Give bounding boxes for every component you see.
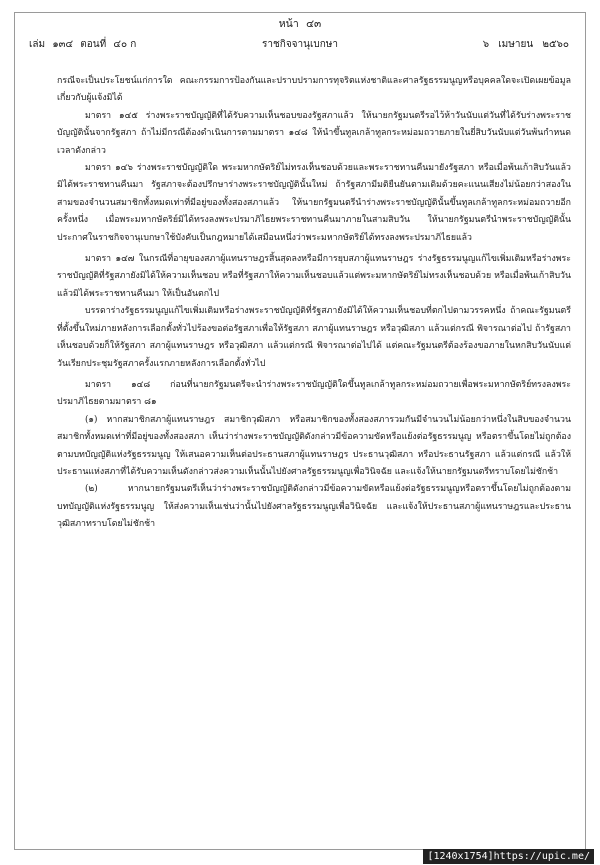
- body-paragraph: (๒) หากนายกรัฐมนตรีเห็นว่าร่างพระราชบัญญัติดังกล่าวมีข้อความขัดหรือแย้งต่อรัฐธรรมนูญหรือตราขึ้นโดยไม่ถูกต้องตามบทบัญญัติแห่งรัฐธรรมนูญ ให้ส่งความเห็นเช่นว่านั้นไปยังศาลรัฐธรรมนูญเพื่อวินิจฉัย และแจ้งให้ประธานสภาผู้แทนราษฎรและประธานวุฒิสภาทราบโดยไม่ชักช้า: [57, 484, 571, 530]
- page-label: หน้า: [278, 18, 299, 30]
- date-year: ๒๕๖๐: [542, 39, 569, 50]
- body-paragraph: มาตรา ๑๔๖ ร่างพระราชบัญญัติใด พระมหากษัตริย์ไม่ทรงเห็นชอบด้วยและพระราชทานคืนมายังรัฐสภา หรือเมื่อพ้นเก้าสิบวันแล้วมิได้พระราชทานคืนมา รัฐสภาจะต้องปรึกษาร่างพระราชบัญญัตินั้นใหม่ ถ้ารัฐสภามีมติยืนยันตามเดิมด้วยคะแนนเสียงไม่น้อยกว่าสองในสามของจำนวนสมาชิกทั้งหมดเท่าที่มีอยู่ของทั้งสองสภาแล้ว ให้นายกรัฐมนตรีนำร่างพระราชบัญญัตินั้นขึ้นทูลเกล้าทูลกระหม่อมถวายอีกครั้งหนึ่ง เมื่อพระมหากษัตริย์มิได้ทรงลงพระปรมาภิไธยพระราชทานคืนมาภายในสามสิบวัน ให้นายกรัฐมนตรีนำพระราชบัญญัตินั้นประกาศในราชกิจจานุเบกษาใช้บังคับเป็นกฎหมายได้เสมือนหนึ่งว่าพระมหากษัตริย์ได้ทรงลงพระปรมาภิไธยแล้ว: [57, 163, 571, 243]
- body-paragraph: บรรดาร่างรัฐธรรมนูญแก้ไขเพิ่มเติมหรือร่างพระราชบัญญัติที่รัฐสภายังมิได้ให้ความเห็นชอบที่ตกไปตามวรรคหนึ่ง ถ้าคณะรัฐมนตรีที่ตั้งขึ้นใหม่ภายหลังการเลือกตั้งทั่วไปร้องขอต่อรัฐสภาเพื่อให้รัฐสภา สภาผู้แทนราษฎร หรือวุฒิสภา แล้วแต่กรณี พิจารณาต่อไป ถ้ารัฐสภาเห็นชอบด้วยก็ให้รัฐสภา สภาผู้แทนราษฎร หรือวุฒิสภา แล้วแต่กรณี พิจารณาต่อไปได้ แต่คณะรัฐมนตรีต้องร้องขอภายในหกสิบวันนับแต่วันเรียกประชุมรัฐสภาครั้งแรกภายหลังการเลือกตั้งทั่วไป: [57, 306, 571, 369]
- book-label: เล่ม: [29, 39, 46, 50]
- date-month: เมษายน: [498, 39, 534, 50]
- image-host-watermark: [1240x1754]https://upic.me/: [423, 849, 594, 864]
- date-day: ๖: [482, 39, 490, 50]
- document-body: [57, 73, 571, 534]
- gazette-title: ราชกิจจานุเบกษา: [261, 39, 339, 50]
- body-paragraph: กรณีจะเป็นประโยชน์แก่การใด คณะกรรมการป้องกันและปราบปรามการทุจริตแห่งชาติและศาลรัฐธรรมนูญหรือบุคคลใดจะเปิดเผยข้อมูลเกี่ยวกับผู้แจ้งมิได้: [57, 76, 571, 104]
- page-number-value: ๔๓: [306, 18, 322, 30]
- publication-date: [477, 37, 569, 53]
- book-number: ๑๓๔: [52, 39, 74, 50]
- body-paragraph: มาตรา ๑๔๘ ก่อนที่นายกรัฐมนตรีจะนำร่างพระราชบัญญัติใดขึ้นทูลเกล้าทูลกระหม่อมถวายเพื่อพระมหากษัตริย์ทรงลงพระปรมาภิไธยตามมาตรา ๘๑: [57, 379, 571, 408]
- page-number: [15, 17, 585, 31]
- section-number: ๔๐ ก: [113, 39, 137, 50]
- body-paragraph: (๑) หากสมาชิกสภาผู้แทนราษฎร สมาชิกวุฒิสภา หรือสมาชิกของทั้งสองสภารวมกันมีจำนวนไม่น้อยกว่าหนึ่งในสิบของจำนวนสมาชิกทั้งหมดเท่าที่มีอยู่ของทั้งสองสภา เห็นว่าร่างพระราชบัญญัติดังกล่าวมีข้อความขัดหรือแย้งต่อรัฐธรรมนูญ หรือตราขึ้นโดยไม่ถูกต้องตามบทบัญญัติแห่งรัฐธรรมนูญ ให้เสนอความเห็นต่อประธานสภาผู้แทนราษฎร ประธานวุฒิสภา หรือประธานรัฐสภา แล้วแต่กรณี แล้วให้ประธานแห่งสภาที่ได้รับความเห็นดังกล่าวส่งความเห็นนั้นไปยังศาลรัฐธรรมนูญเพื่อวินิจฉัย และแจ้งให้นายกรัฐมนตรีทราบโดยไม่ชักช้า: [57, 414, 571, 477]
- gazette-meta-row: [29, 37, 571, 53]
- body-paragraph: มาตรา ๑๔๕ ร่างพระราชบัญญัติที่ได้รับความเห็นชอบของรัฐสภาแล้ว ให้นายกรัฐมนตรีรอไว้ห้าวันนับแต่วันที่ได้รับร่างพระราชบัญญัตินั้นจากรัฐสภา ถ้าไม่มีกรณีต้องดำเนินการตามมาตรา ๑๔๘ ให้นำขึ้นทูลเกล้าทูลกระหม่อมถวายภายในยี่สิบวันนับแต่วันพ้นกำหนดเวลาดังกล่าว: [57, 110, 571, 156]
- body-paragraph: มาตรา ๑๔๗ ในกรณีที่อายุของสภาผู้แทนราษฎรสิ้นสุดลงหรือมีการยุบสภาผู้แทนราษฎร ร่างรัฐธรรมนูญแก้ไขเพิ่มเติมหรือร่างพระราชบัญญัติที่รัฐสภายังมิได้ให้ความเห็นชอบ หรือที่รัฐสภาให้ความเห็นชอบแล้วแต่พระมหากษัตริย์ไม่ทรงเห็นชอบด้วย หรือเมื่อพ้นเก้าสิบวันแล้วมิได้พระราชทานคืนมา ให้เป็นอันตกไป: [57, 254, 571, 299]
- section-label: ตอนที่: [80, 39, 107, 50]
- page-header: [15, 17, 585, 57]
- document-page: [14, 12, 586, 850]
